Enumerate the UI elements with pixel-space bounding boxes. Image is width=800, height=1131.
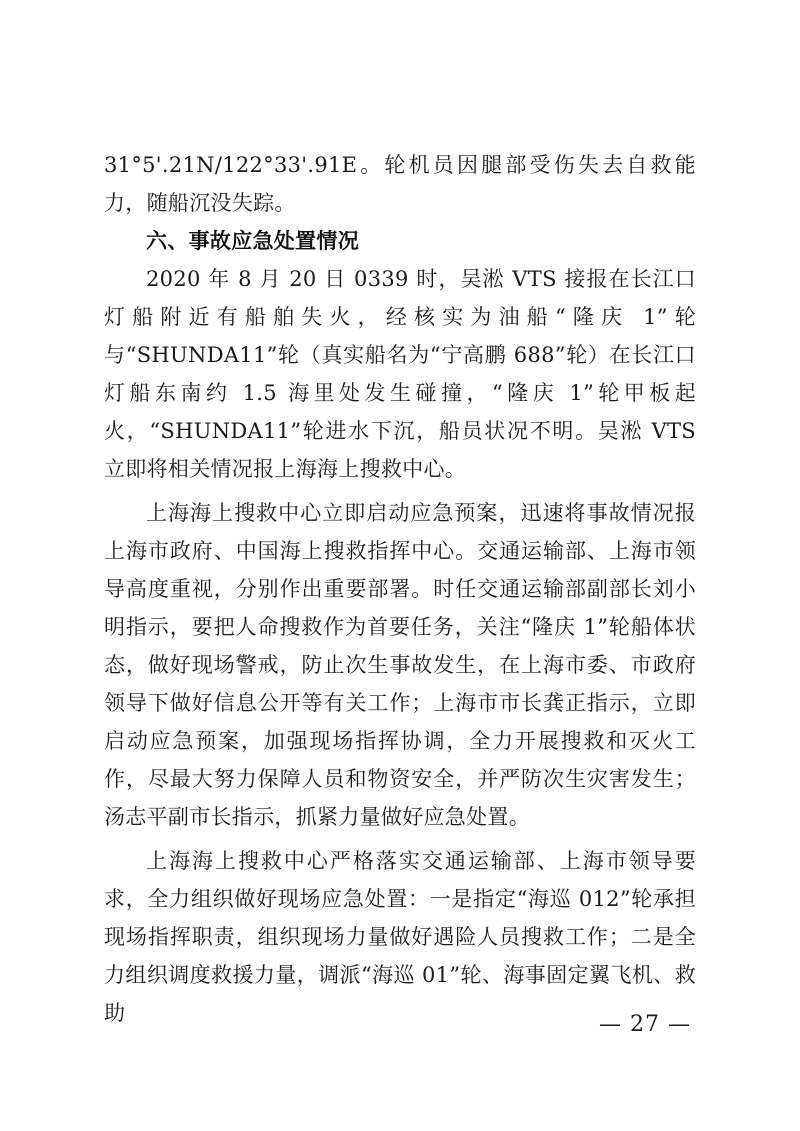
paragraph-incident-report: 2020 年 8 月 20 日 0339 时，吴淞 VTS 接报在长江口灯船附近有船舶失火，经核实为油船“隆庆 1”轮与“SHUNDA11”轮（真实船名为“宁高鹏 688”轮）在长江口灯船东南约 1.5 海里处发生碰撞，“隆庆 1”轮甲板起火，“SHUNDA11”轮进水下沉，船员状况不明。吴淞 VTS 立即将相关情况报上海海上搜救中心。 xyxy=(104,267,696,481)
paragraph-emergency-response: 上海海上搜救中心立即启动应急预案，迅速将事故情况报上海市政府、中国海上搜救指挥中心。交通运输部、上海市领导高度重视，分别作出重要部署。时任交通运输部副部长刘小明指示，要把人命搜救作为首要任务，关注“隆庆 1”轮船体状态，做好现场警戒，防止次生事故发生，在上海市委、市政府领导下做好信息公开等有关工作；上海市市长龚正指示，立即启动应急预案，加强现场指挥协调，全力开展搜救和灭火工作，尽最大努力保障人员和物资安全，并严防次生灾害发生；汤志平副市长指示，抓紧力量做好应急处置。 xyxy=(104,501,696,829)
paragraph-continuation: 31°5'.21N/122°33'.91E。轮机员因腿部受伤失去自救能力，随船沉没失踪。 xyxy=(104,153,696,215)
section-heading: 六、事故应急处置情况 xyxy=(146,229,359,253)
body-text xyxy=(104,146,696,1032)
page-number: — 27 — xyxy=(599,1012,691,1037)
paragraph-onsite-handling: 上海海上搜救中心严格落实交通运输部、上海市领导要求，全力组织做好现场应急处置：一是指定“海巡 012”轮承担现场指挥职责，组织现场力量做好遇险人员搜救工作；二是全力组织调度救援力量，调派“海巡 01”轮、海事固定翼飞机、救助 xyxy=(104,849,696,1025)
